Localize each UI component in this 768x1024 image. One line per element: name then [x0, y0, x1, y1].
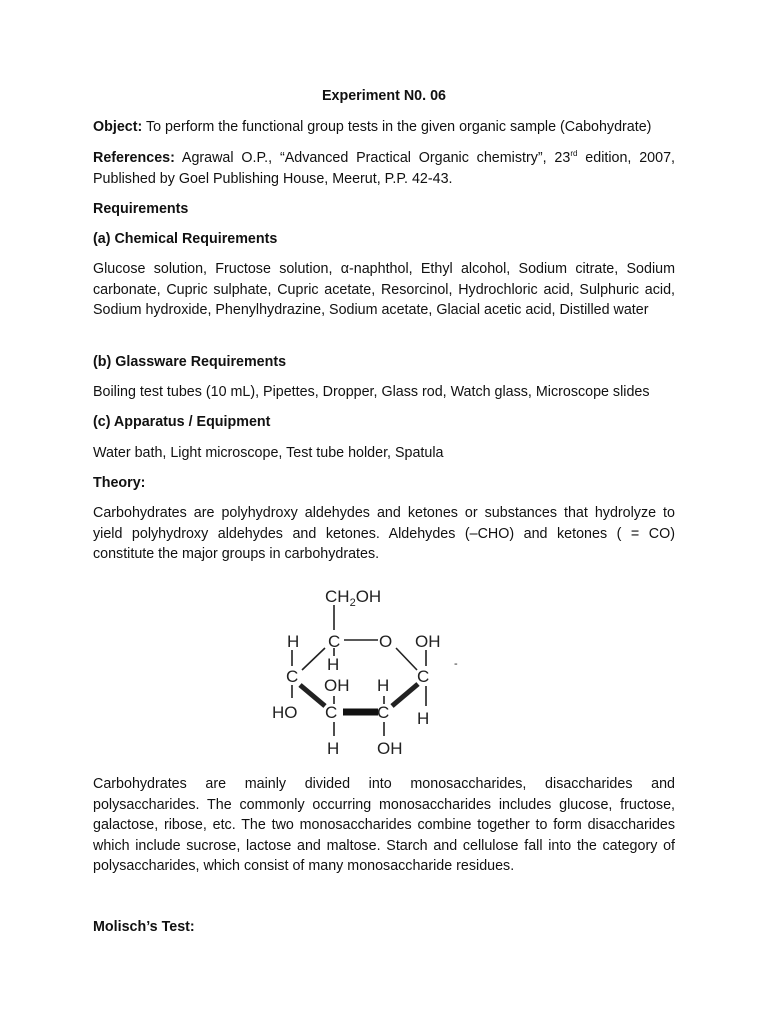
glassware-requirements-heading: (b) Glassware Requirements: [93, 354, 287, 370]
references-label: References:: [93, 150, 175, 166]
glucose-structure-diagram: [262, 578, 462, 762]
glassware-requirements-text: Boiling test tubes (10 mL), Pipettes, Dropper, Glass rod, Watch glass, Microscope slides: [93, 384, 650, 400]
c2-hydrogen-down-label: H: [327, 739, 340, 758]
c3-hydrogen-up-label: H: [377, 676, 390, 695]
c5-hydrogen-left-label: H: [287, 632, 300, 651]
chemical-requirements-text: Glucose solution, Fructose solution, α-naphthol, Ethyl alcohol, Sodium citrate, Sodium carbonate, Cupric sulphate, Cupric acetate, Resorcinol, Hydrochloric acid, Sulphuric acid, Sodium hydroxide, Phenylhydrazine, Sodium acetate, Glacial acetic acid, Distilled water: [93, 261, 675, 318]
references-text-a: Agrawal O.P., “Advanced Practical Organic chemistry”, 23: [181, 150, 571, 166]
carbon-2-label: C: [325, 703, 338, 722]
references-paragraph: [93, 148, 675, 189]
requirements-heading: Requirements: [93, 201, 189, 217]
chemical-requirements-heading: (a) Chemical Requirements: [93, 231, 278, 247]
object-text: To perform the functional group tests in the given organic sample (Cabohydrate): [145, 119, 652, 135]
carbon-4-label: C: [286, 667, 299, 686]
apparatus-heading: (c) Apparatus / Equipment: [93, 414, 271, 430]
references-superscript: rd: [570, 149, 578, 158]
apparatus-text: Water bath, Light microscope, Test tube holder, Spatula: [93, 445, 444, 461]
theory-paragraph-1: Carbohydrates are polyhydroxy aldehydes and ketones or substances that hydrolyze to yield polyhydroxy aldehydes and ketones. Aldehydes (–CHO) and ketones ( = CO) constitute the major groups in carbohydrates.: [93, 505, 675, 562]
ch2oh-group: $CH_2OH$: [325, 587, 382, 609]
c4-hydroxyl-up-label: OH: [324, 676, 350, 695]
c4-ho-label: HO: [272, 703, 298, 722]
carbon-5-label: C: [328, 632, 341, 651]
c1-hydrogen-down-label: H: [417, 709, 430, 728]
c3-hydroxyl-down-label: OH: [377, 739, 403, 758]
carbon-3-label: C: [377, 703, 390, 722]
molisch-test-heading: Molisch’s Test:: [93, 919, 195, 935]
carbon-1-label: C: [417, 667, 430, 686]
references-text-b: edition, 2007, Published by Goel Publishing House, Meerut, P.P. 42-43.: [93, 150, 675, 187]
ring-oxygen-label: O: [379, 632, 393, 651]
c1-hydroxyl-label: OH: [415, 632, 441, 651]
glucose-structure-figure: [262, 578, 462, 762]
page-title: Experiment N0. 06: [322, 88, 446, 104]
object-line: [93, 117, 675, 138]
c5-hydrogen-down-label: H: [327, 655, 340, 674]
theory-heading: Theory:: [93, 475, 146, 491]
theory-paragraph-2: Carbohydrates are mainly divided into monosaccharides, disaccharides and polysaccharides. The commonly occurring monosaccharides includes glucose, fructose, galactose, ribose, etc. The two monosaccharides combine together to form disaccharides which include sucrose, lactose and maltose. Starch and cellulose fall into the category of polysaccharides, which consist of many monosaccharide residues.: [93, 776, 675, 874]
object-label: Object:: [93, 119, 143, 135]
dash-mark: -: [454, 658, 458, 670]
